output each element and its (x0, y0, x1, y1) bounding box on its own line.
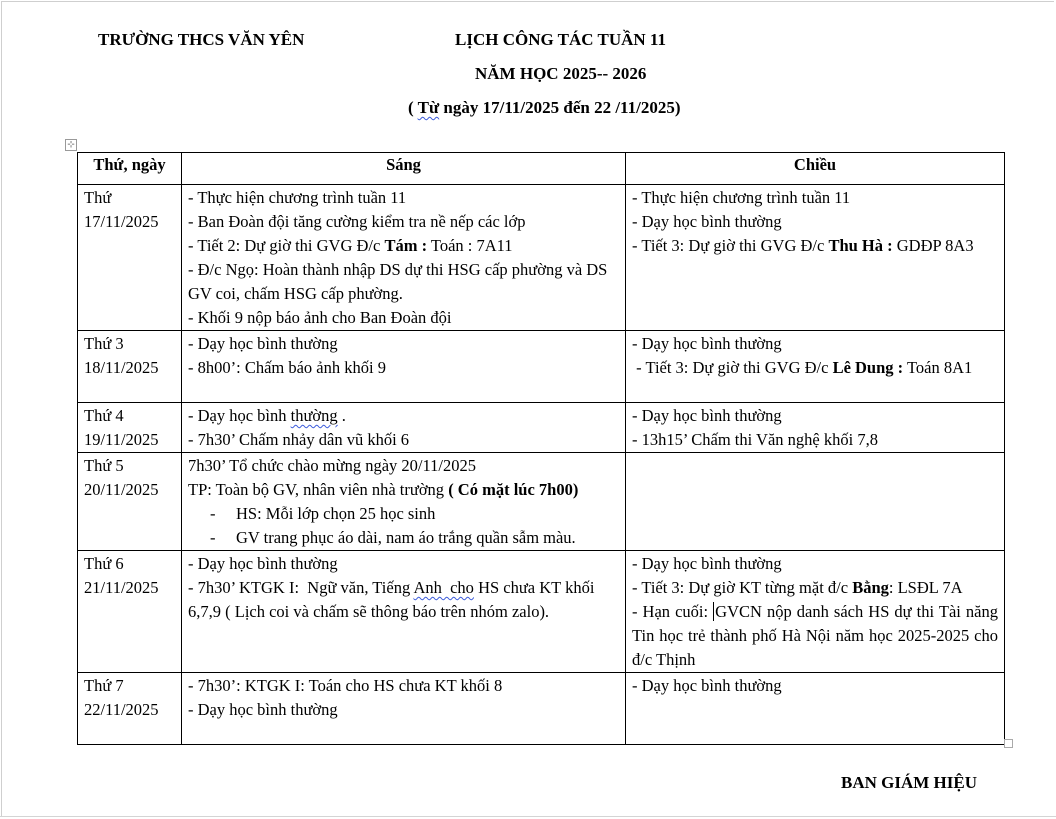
day-cell[interactable] (78, 673, 182, 745)
table-resize-handle[interactable] (1004, 739, 1013, 748)
day-label: Thứ 3 (84, 334, 124, 353)
day-label: Thứ 5 (84, 456, 124, 475)
spellcheck-word[interactable]: thường (290, 406, 338, 425)
table-row (78, 453, 1005, 551)
task-text: : LSĐL 7A (888, 578, 963, 597)
task-text: Toán : 7A11 (427, 236, 513, 255)
task-text: - 7h30’ KTGK I: Ngữ văn, Tiếng (188, 578, 414, 597)
task: - 7h30’: KTGK I: Toán cho HS chưa KT khối 8 (188, 676, 503, 695)
school-year: NĂM HỌC 2025-- 2026 (475, 64, 647, 83)
task: - Thực hiện chương trình tuần 11 (188, 188, 407, 207)
day-cell[interactable] (78, 453, 182, 551)
signature-block: BAN GIÁM HIỆU (841, 773, 978, 792)
task: 7h30’ Tổ chức chào mừng ngày 20/11/2025 (188, 456, 476, 475)
task-text: - Tiết 3: Dự giờ KT từng mặt đ/c (632, 578, 853, 597)
afternoon-cell[interactable] (626, 673, 1005, 745)
day-label: Thứ (84, 188, 112, 207)
task-text: Toán 8A1 (903, 358, 973, 377)
table-row (78, 331, 1005, 403)
task: - Ban Đoàn đội tăng cường kiểm tra nề nếp các lớp (188, 212, 526, 231)
morning-cell[interactable] (182, 331, 626, 403)
bullet-dash: - (210, 528, 216, 547)
task-text: - Tiết 2: Dự giờ thi GVG Đ/c (188, 236, 385, 255)
day-cell[interactable] (78, 551, 182, 673)
task: - Dạy học bình thường (632, 676, 782, 695)
task (632, 576, 998, 600)
col-header-afternoon: Chiều (626, 153, 1005, 185)
morning-cell[interactable] (182, 453, 626, 551)
bullet-dash: - (210, 504, 216, 523)
task: - Dạy học bình thường (188, 554, 338, 573)
task (188, 576, 619, 624)
spellcheck-word[interactable]: Anh cho (413, 578, 474, 597)
task: - Dạy học bình thường (632, 334, 782, 353)
day-label: Thứ 4 (84, 406, 124, 425)
table-row (78, 673, 1005, 745)
spellcheck-word[interactable]: Từ (417, 98, 440, 117)
task (188, 234, 619, 258)
afternoon-cell[interactable] (626, 453, 1005, 551)
table-move-handle-icon[interactable]: ⊹ (65, 139, 77, 151)
morning-cell[interactable] (182, 403, 626, 453)
date-label: 22/11/2025 (84, 700, 159, 719)
task: - Thực hiện chương trình tuần 11 (632, 188, 851, 207)
task-text: - Hạn cuối: (632, 602, 714, 621)
schedule-table (77, 152, 1005, 745)
task: - Dạy học bình thường (632, 212, 782, 231)
date-label: 20/11/2025 (84, 480, 159, 499)
teacher-name: Tám : (384, 236, 428, 255)
afternoon-cell[interactable] (626, 185, 1005, 331)
table-header-row (78, 153, 1005, 185)
bullet-item (188, 526, 619, 550)
morning-cell[interactable] (182, 673, 626, 745)
day-label: Thứ 6 (84, 554, 124, 573)
school-name: TRƯỜNG THCS VĂN YÊN (98, 30, 305, 49)
date-label: 18/11/2025 (84, 358, 159, 377)
afternoon-cell[interactable] (626, 551, 1005, 673)
task-text: . (337, 406, 346, 425)
emphasis: ( Có mặt lúc 7h00) (448, 480, 579, 499)
range-open: ( (408, 98, 418, 117)
text-cursor (713, 602, 714, 621)
page-edge (0, 816, 1056, 817)
task (632, 234, 998, 258)
date-label: 21/11/2025 (84, 578, 159, 597)
task: - Dạy học bình thường (188, 334, 338, 353)
task (632, 600, 998, 672)
task: - 13h15’ Chấm thi Văn nghệ khối 7,8 (632, 430, 878, 449)
day-label: Thứ 7 (84, 676, 124, 695)
day-cell[interactable] (78, 403, 182, 453)
date-label: 17/11/2025 (84, 212, 159, 231)
task-text: TP: Toàn bộ GV, nhân viên nhà trường (188, 480, 449, 499)
task-text: GVCN nộp danh sách HS dự thi Tài năng Tin học trẻ thành phố Hà Nội năm học 2025-2025 cho đ/c Thịnh (632, 602, 998, 669)
task: - Dạy học bình thường (632, 406, 782, 425)
task-text: - Dạy học bình (188, 406, 291, 425)
task-text: GDĐP 8A3 (892, 236, 974, 255)
morning-cell[interactable] (182, 185, 626, 331)
teacher-name: Lê Dung : (832, 358, 904, 377)
teacher-name: Thu Hà : (828, 236, 893, 255)
col-header-day: Thứ, ngày (78, 153, 182, 185)
task-text: - Tiết 3: Dự giờ thi GVG Đ/c (632, 358, 833, 377)
task: - 8h00’: Chấm báo ảnh khối 9 (188, 358, 386, 377)
col-header-morning: Sáng (182, 153, 626, 185)
table-row (78, 185, 1005, 331)
task-text: HS: Mỗi lớp chọn 25 học sinh (236, 504, 436, 523)
table-row (78, 551, 1005, 673)
task: - 7h30’ Chấm nhảy dân vũ khối 6 (188, 430, 410, 449)
day-cell[interactable] (78, 185, 182, 331)
morning-cell[interactable] (182, 551, 626, 673)
table-row (78, 403, 1005, 453)
task (632, 356, 998, 380)
date-label: 19/11/2025 (84, 430, 159, 449)
task-text: GV trang phục áo dài, nam áo trắng quần sẫm màu. (236, 528, 576, 547)
task (188, 478, 619, 502)
date-range (408, 98, 681, 118)
task: - Khối 9 nộp báo ảnh cho Ban Đoàn đội (188, 308, 452, 327)
task-text: - Tiết 3: Dự giờ thi GVG Đ/c (632, 236, 829, 255)
afternoon-cell[interactable] (626, 403, 1005, 453)
task: - Dạy học bình thường (632, 554, 782, 573)
task (188, 404, 619, 428)
teacher-name: Bằng (852, 578, 889, 597)
afternoon-cell[interactable] (626, 331, 1005, 403)
range-rest: ngày 17/11/2025 đến 22 /11/2025) (439, 98, 681, 117)
page-title: LỊCH CÔNG TÁC TUẦN 11 (455, 30, 666, 49)
day-cell[interactable] (78, 331, 182, 403)
task-text: HS chưa KT khối 6,7,9 ( Lịch coi và chấm sẽ thông báo trên nhóm zalo). (188, 578, 603, 621)
bullet-item (188, 502, 619, 526)
task: - Dạy học bình thường (188, 700, 338, 719)
task: - Đ/c Ngọ: Hoàn thành nhập DS dự thi HSG cấp phường và DS GV coi, chấm HSG cấp phường. (188, 260, 608, 303)
